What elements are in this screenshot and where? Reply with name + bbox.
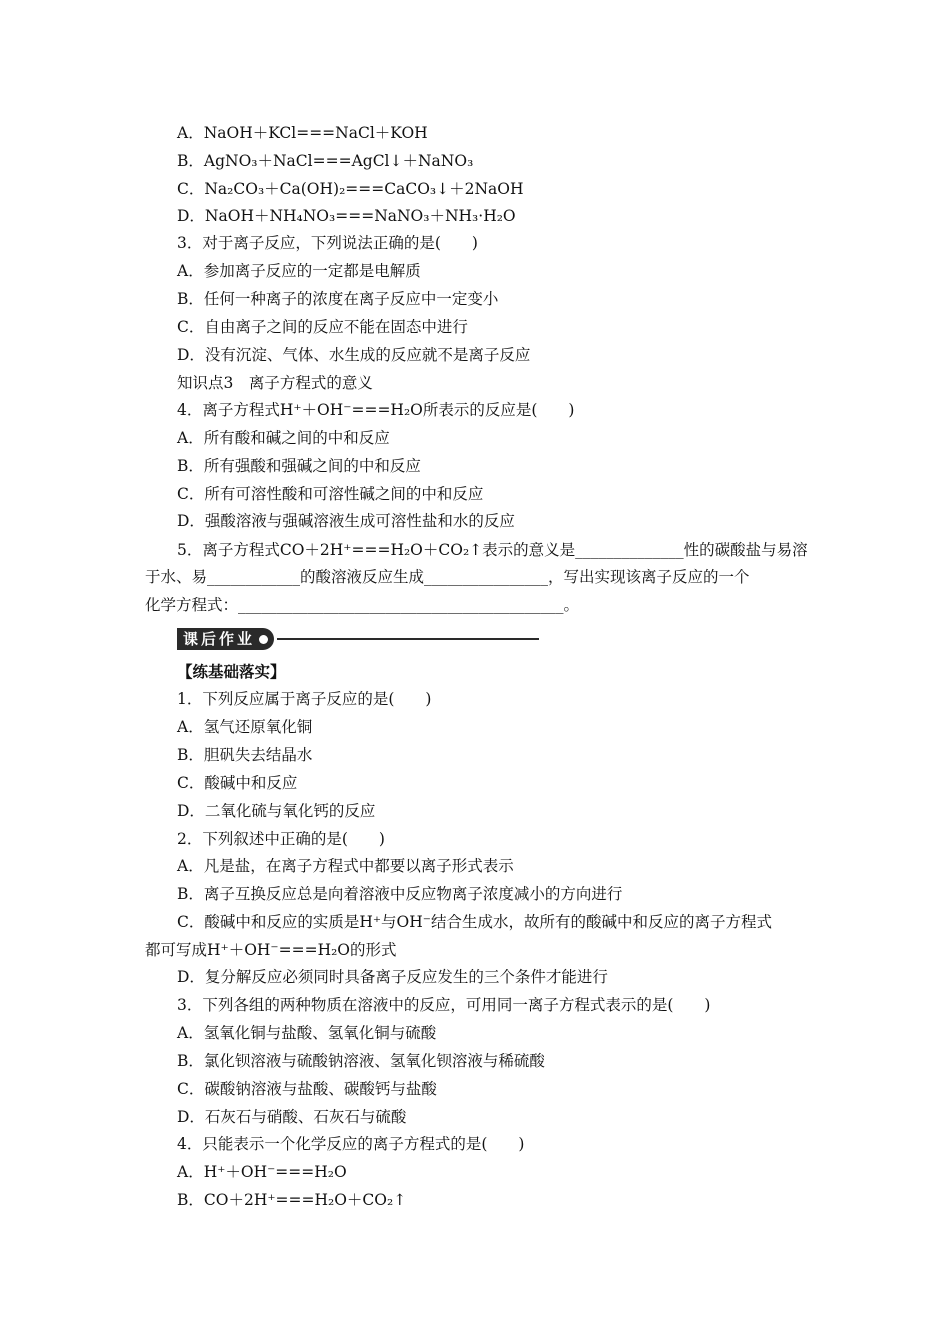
hw-question-2-prompt: 2．下列叙述中正确的是( ) xyxy=(177,830,385,848)
question-4-option-a: A．所有酸和碱之间的中和反应 xyxy=(177,429,390,447)
option-c-na2co3-caoh2: C．Na₂CO₃＋Ca(OH)₂===CaCO₃↓＋2NaOH xyxy=(177,180,524,198)
hw-question-3-option-a: A．氢氧化铜与盐酸、氢氧化铜与硫酸 xyxy=(177,1024,437,1042)
hw-question-3-prompt: 3．下列各组的两种物质在溶液中的反应，可用同一离子方程式表示的是( ) xyxy=(177,996,711,1014)
hw-question-3-option-b: B．氯化钡溶液与硫酸钠溶液、氢氧化钡溶液与稀硫酸 xyxy=(177,1052,545,1070)
question-3-prompt: 3．对于离子反应，下列说法正确的是( ) xyxy=(177,234,478,252)
hw-question-2-option-a: A．凡是盐，在离子方程式中都要以离子形式表示 xyxy=(177,857,514,875)
question-5-line-3: 化学方程式：__________________________________________。 xyxy=(145,596,580,614)
question-5-line-1: 5．离子方程式CO＋2H⁺===H₂O＋CO₂↑表示的意义是______________性的碳酸盐与易溶 xyxy=(177,541,808,559)
question-4-option-c: C．所有可溶性酸和可溶性碱之间的中和反应 xyxy=(177,485,484,503)
hw-question-1-option-a: A．氢气还原氧化铜 xyxy=(177,718,313,736)
hw-question-1-prompt: 1．下列反应属于离子反应的是( ) xyxy=(177,690,432,708)
homework-banner-label xyxy=(177,628,274,650)
hw-question-4-option-a: A．H⁺＋OH⁻===H₂O xyxy=(177,1163,347,1181)
section-heading-knowledge-3: 知识点3 离子方程式的意义 xyxy=(177,374,373,392)
option-a-naoh-kcl: A．NaOH＋KCl===NaCl＋KOH xyxy=(177,124,428,142)
hw-question-3-option-c: C．碳酸钠溶液与盐酸、碳酸钙与盐酸 xyxy=(177,1080,437,1098)
hw-question-4-prompt: 4．只能表示一个化学反应的离子方程式的是( ) xyxy=(177,1135,525,1153)
homework-banner-text: 课后作业 xyxy=(183,630,256,648)
question-4-option-b: B．所有强酸和强碱之间的中和反应 xyxy=(177,457,421,475)
hw-question-1-option-c: C．酸碱中和反应 xyxy=(177,774,298,792)
homework-section-banner xyxy=(177,627,539,651)
question-3-option-b: B．任何一种离子的浓度在离子反应中一定变小 xyxy=(177,290,499,308)
option-b-agno3-nacl: B．AgNO₃＋NaCl===AgCl↓＋NaNO₃ xyxy=(177,152,474,170)
question-3-option-d: D．没有沉淀、气体、水生成的反应就不是离子反应 xyxy=(177,346,531,364)
hw-question-2-option-c-line-2: 都可写成H⁺＋OH⁻===H₂O的形式 xyxy=(145,941,397,959)
hw-question-1-option-d: D．二氧化硫与氧化钙的反应 xyxy=(177,802,376,820)
option-d-naoh-nh4no3: D．NaOH＋NH₄NO₃===NaNO₃＋NH₃·H₂O xyxy=(177,207,516,225)
hw-question-4-option-b: B．CO＋2H⁺===H₂O＋CO₂↑ xyxy=(177,1191,407,1209)
bullet-dot-icon xyxy=(259,635,268,644)
hw-question-3-option-d: D．石灰石与硝酸、石灰石与硫酸 xyxy=(177,1108,407,1126)
question-3-option-a: A．参加离子反应的一定都是电解质 xyxy=(177,262,421,280)
hw-question-2-option-c-line-1: C．酸碱中和反应的实质是H⁺与OH⁻结合生成水，故所有的酸碱中和反应的离子方程式 xyxy=(177,913,772,931)
subsection-basic-practice: 【练基础落实】 xyxy=(177,662,286,681)
hw-question-2-option-b: B．离子互换反应总是向着溶液中反应物离子浓度减小的方向进行 xyxy=(177,885,623,903)
question-4-prompt: 4．离子方程式H⁺＋OH⁻===H₂O所表示的反应是( ) xyxy=(177,401,575,419)
hw-question-1-option-b: B．胆矾失去结晶水 xyxy=(177,746,313,764)
question-4-option-d: D．强酸溶液与强碱溶液生成可溶性盐和水的反应 xyxy=(177,512,515,530)
banner-rule xyxy=(277,638,539,640)
question-5-line-2: 于水、易____________的酸溶液反应生成________________，写出实现该离子反应的一个 xyxy=(145,568,750,586)
question-3-option-c: C．自由离子之间的反应不能在固态中进行 xyxy=(177,318,468,336)
hw-question-2-option-d: D．复分解反应必须同时具备离子反应发生的三个条件才能进行 xyxy=(177,968,608,986)
